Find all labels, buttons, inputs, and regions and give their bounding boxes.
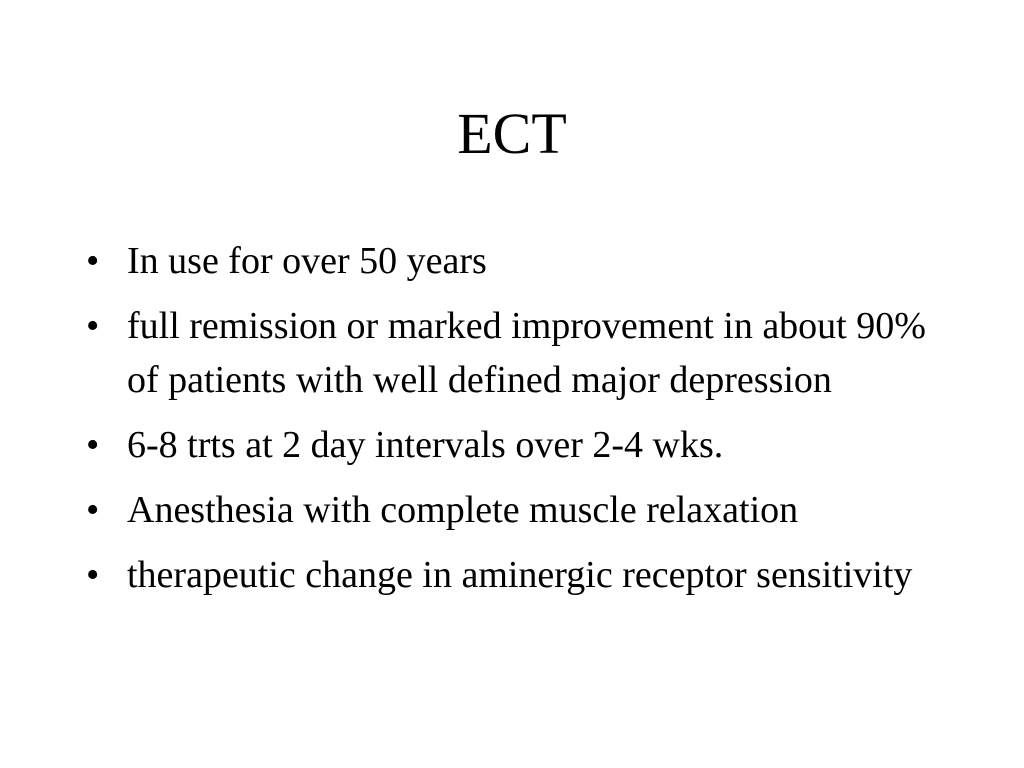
bullet-item bbox=[86, 234, 966, 288]
bullet-item bbox=[86, 418, 966, 472]
bullet-text: full remission or marked improvement in about 90% of patients with well defined major depression bbox=[127, 305, 926, 401]
bullet-text: 6-8 trts at 2 day intervals over 2-4 wks. bbox=[127, 424, 724, 466]
bullet-marker: • bbox=[86, 240, 100, 282]
bullet-item bbox=[86, 299, 966, 407]
bullet-marker: • bbox=[86, 305, 100, 347]
bullet-text: Anesthesia with complete muscle relaxation bbox=[127, 489, 799, 531]
bullet-item bbox=[86, 483, 966, 537]
slide-title: ECT bbox=[457, 101, 567, 166]
bullet-text: therapeutic change in aminergic receptor sensitivity bbox=[127, 554, 913, 596]
bullet-marker: • bbox=[86, 424, 100, 466]
bullet-list bbox=[86, 234, 966, 613]
bullet-item bbox=[86, 548, 966, 602]
bullet-text: In use for over 50 years bbox=[127, 240, 487, 282]
bullet-marker: • bbox=[86, 489, 100, 531]
bullet-marker: • bbox=[86, 554, 100, 596]
